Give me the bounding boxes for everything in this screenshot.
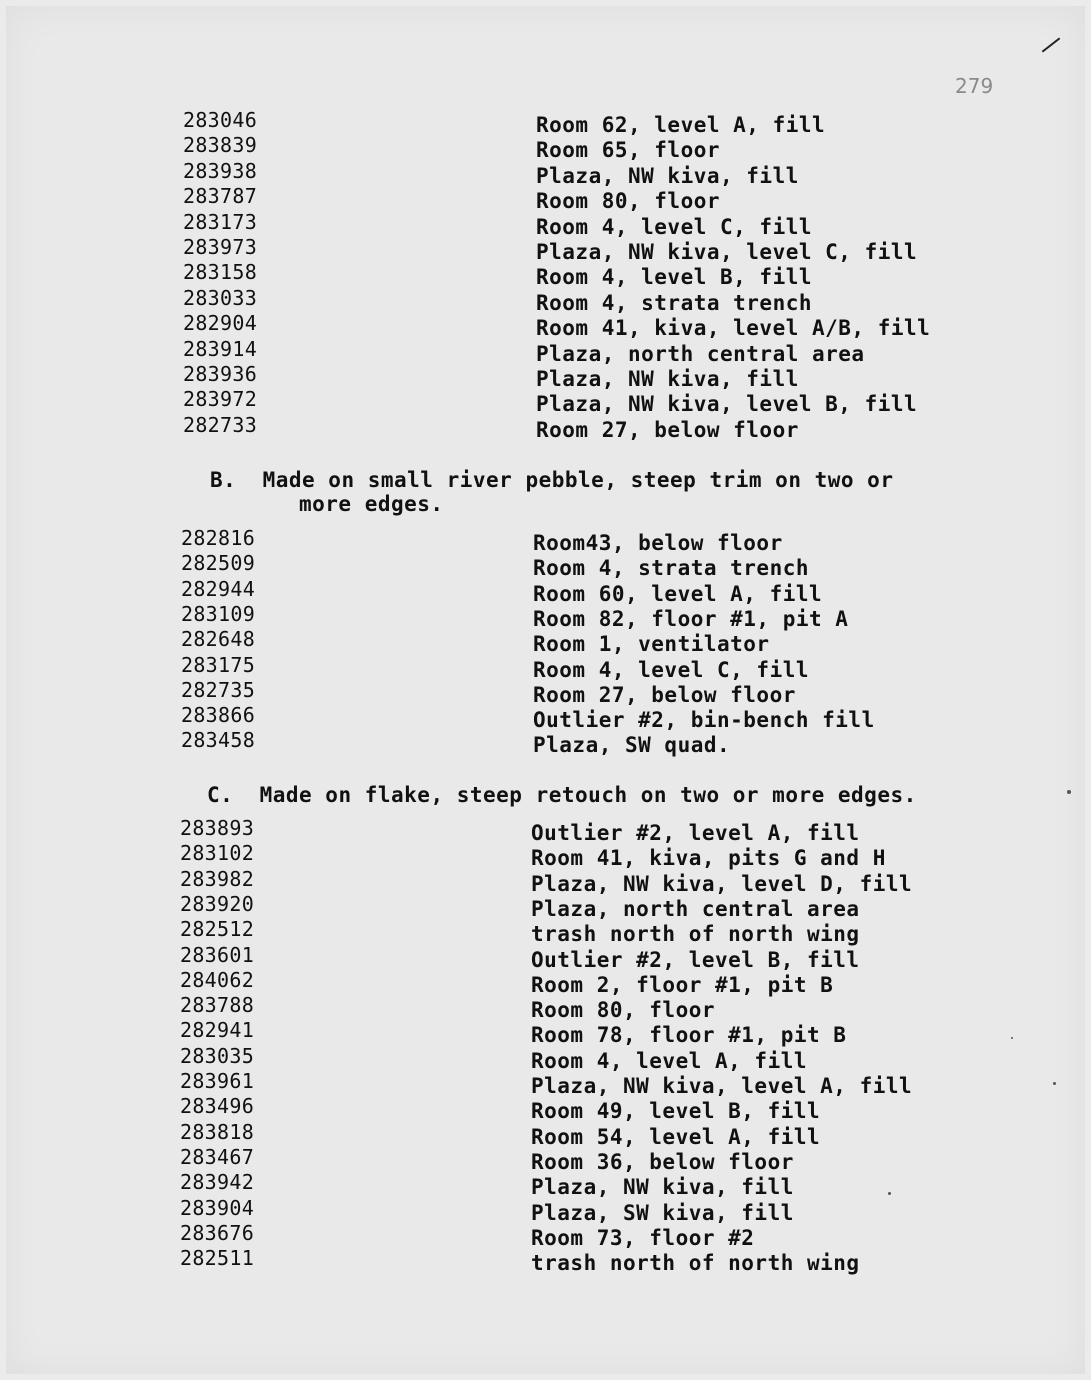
provenience-location: Room 82, floor #1, pit A xyxy=(533,606,849,631)
provenience-location: Room 4, level C, fill xyxy=(533,657,810,682)
provenience-location: Plaza, SW kiva, fill xyxy=(531,1200,794,1225)
section-c-row xyxy=(0,1144,1091,1175)
catalog-number: 283972 xyxy=(183,387,258,412)
section-c-row xyxy=(0,841,1091,871)
section-a-row xyxy=(0,133,1091,163)
provenience-location: Room 27, below floor xyxy=(533,682,796,707)
section-b-heading-line2: more edges. xyxy=(299,492,444,516)
section-b-row xyxy=(0,601,1091,632)
provenience-location: trash north of north wing xyxy=(531,1251,860,1276)
provenience-location: Outlier #2, level B, fill xyxy=(531,947,860,972)
catalog-number: 283839 xyxy=(183,133,258,158)
section-a-row xyxy=(0,362,1091,392)
section-b-row xyxy=(0,728,1091,758)
section-b-row xyxy=(0,703,1091,733)
section-a-row xyxy=(0,412,1091,443)
provenience-location: Outlier #2, bin-bench fill xyxy=(533,708,875,733)
provenience-location: trash north of north wing xyxy=(531,922,860,947)
section-c-row xyxy=(0,1195,1091,1226)
section-a-row xyxy=(0,336,1091,367)
catalog-number: 282512 xyxy=(180,917,255,942)
scan-speck xyxy=(1011,1037,1013,1039)
provenience-location: Room43, below floor xyxy=(533,531,783,555)
catalog-number: 282511 xyxy=(180,1246,255,1271)
provenience-location: Plaza, NW kiva, level B, fill xyxy=(536,392,918,417)
catalog-number: 283893 xyxy=(180,816,255,840)
provenience-location: Room 80, floor xyxy=(531,998,716,1023)
section-a-row xyxy=(0,209,1091,240)
catalog-number: 283601 xyxy=(180,942,255,967)
catalog-number: 282509 xyxy=(181,551,256,576)
section-c-row xyxy=(0,1043,1091,1074)
provenience-location: Plaza, NW kiva, level A, fill xyxy=(531,1074,913,1098)
section-c-row xyxy=(0,1220,1091,1251)
catalog-number: 283914 xyxy=(183,336,258,361)
section-a-row xyxy=(0,235,1091,265)
section-b-row xyxy=(0,652,1091,683)
section-b-row xyxy=(0,576,1091,607)
section-c-row xyxy=(0,1069,1091,1099)
provenience-location: Room 41, kiva, pits G and H xyxy=(531,846,886,871)
section-b-row xyxy=(0,677,1091,708)
provenience-location: Room 62, level A, fill xyxy=(536,113,826,137)
catalog-number: 283046 xyxy=(183,108,258,132)
catalog-number: 283467 xyxy=(180,1144,255,1169)
provenience-location: Room 4, strata trench xyxy=(533,556,810,581)
provenience-location: Plaza, north central area xyxy=(531,896,860,921)
provenience-location: Plaza, north central area xyxy=(536,341,865,366)
provenience-location: Outlier #2, level A, fill xyxy=(531,821,860,845)
catalog-number: 282648 xyxy=(181,627,256,652)
catalog-number: 283175 xyxy=(181,652,256,677)
scan-speck xyxy=(1053,1082,1056,1085)
provenience-location: Room 4, level A, fill xyxy=(531,1048,808,1073)
catalog-number: 283033 xyxy=(183,285,258,310)
catalog-number: 283961 xyxy=(180,1069,255,1093)
section-c-row xyxy=(0,1094,1091,1124)
provenience-location: Room 54, level A, fill xyxy=(531,1124,821,1149)
page-number: 279 xyxy=(955,74,994,98)
provenience-location: Room 60, level A, fill xyxy=(533,581,823,606)
provenience-location: Room 4, strata trench xyxy=(536,290,813,315)
catalog-number: 283866 xyxy=(181,703,256,728)
section-c-heading-line1: Made on flake, steep retouch on two or more edges. xyxy=(259,783,917,807)
catalog-number: 283787 xyxy=(183,184,258,209)
section-b-heading-line1: Made on small river pebble, steep trim on two or xyxy=(262,468,894,492)
section-c-row xyxy=(0,1246,1091,1276)
catalog-number: 283818 xyxy=(180,1119,255,1144)
provenience-location: Room 1, ventilator xyxy=(533,632,770,657)
catalog-number: 283904 xyxy=(180,1195,255,1220)
catalog-number: 282733 xyxy=(183,412,258,437)
provenience-location: Plaza, NW kiva, level C, fill xyxy=(536,240,918,264)
section-a-row xyxy=(0,158,1091,189)
section-b-row xyxy=(0,526,1091,556)
section-c-row xyxy=(0,993,1091,1023)
provenience-location: Room 27, below floor xyxy=(536,417,799,442)
section-c-row xyxy=(0,816,1091,846)
provenience-location: Room 41, kiva, level A/B, fill xyxy=(536,316,931,341)
section-c-row xyxy=(0,866,1091,897)
catalog-number: 282944 xyxy=(181,576,256,601)
provenience-location: Room 36, below floor xyxy=(531,1149,794,1174)
section-c-row xyxy=(0,891,1091,922)
catalog-number: 283102 xyxy=(180,841,255,866)
section-b-row xyxy=(0,627,1091,657)
provenience-location: Room 65, floor xyxy=(536,138,721,163)
catalog-number: 283173 xyxy=(183,209,258,234)
section-c-row xyxy=(0,1119,1091,1150)
catalog-number: 283676 xyxy=(180,1220,255,1245)
scan-speck xyxy=(1067,790,1071,794)
provenience-location: Room 4, level C, fill xyxy=(536,214,813,239)
provenience-location: Plaza, NW kiva, fill xyxy=(536,163,799,188)
provenience-location: Room 78, floor #1, pit B xyxy=(531,1023,847,1048)
section-b-heading xyxy=(210,468,893,492)
section-a-row xyxy=(0,108,1091,138)
section-b-letter: B. xyxy=(210,468,237,492)
catalog-number: 283938 xyxy=(183,158,258,183)
section-a-row xyxy=(0,311,1091,341)
provenience-location: Room 49, level B, fill xyxy=(531,1099,821,1124)
provenience-location: Plaza, NW kiva, fill xyxy=(536,367,799,391)
provenience-location: Plaza, NW kiva, fill xyxy=(531,1175,794,1200)
catalog-number: 283035 xyxy=(180,1043,255,1068)
section-a-row xyxy=(0,260,1091,290)
provenience-location: Room 4, level B, fill xyxy=(536,265,813,290)
catalog-number: 283942 xyxy=(180,1170,255,1195)
section-a-row xyxy=(0,387,1091,417)
scan-speck xyxy=(888,1192,891,1195)
catalog-number: 283458 xyxy=(181,728,256,753)
provenience-location: Room 80, floor xyxy=(536,189,721,214)
catalog-number: 283496 xyxy=(180,1094,255,1119)
catalog-number: 283788 xyxy=(180,993,255,1018)
section-a-row xyxy=(0,184,1091,214)
section-c-row xyxy=(0,1018,1091,1048)
catalog-number: 284062 xyxy=(180,967,255,992)
catalog-number: 283158 xyxy=(183,260,258,285)
catalog-number: 282816 xyxy=(181,526,256,550)
catalog-number: 283936 xyxy=(183,362,258,386)
section-a-row xyxy=(0,285,1091,316)
section-b-row xyxy=(0,551,1091,581)
section-c-row xyxy=(0,1170,1091,1200)
section-c-row xyxy=(0,917,1091,947)
provenience-location: Room 2, floor #1, pit B xyxy=(531,972,834,997)
section-c-row xyxy=(0,967,1091,998)
catalog-number: 282735 xyxy=(181,677,256,702)
provenience-location: Plaza, SW quad. xyxy=(533,733,731,758)
catalog-number: 283109 xyxy=(181,601,256,626)
catalog-number: 283982 xyxy=(180,866,255,891)
catalog-number: 282941 xyxy=(180,1018,255,1043)
provenience-location: Plaza, NW kiva, level D, fill xyxy=(531,871,913,896)
catalog-number: 283973 xyxy=(183,235,258,259)
catalog-number: 282904 xyxy=(183,311,258,336)
section-c-row xyxy=(0,942,1091,973)
catalog-number: 283920 xyxy=(180,891,255,916)
provenience-location: Room 73, floor #2 xyxy=(531,1225,755,1250)
section-c-heading xyxy=(207,783,917,807)
section-c-letter: C. xyxy=(207,783,234,807)
